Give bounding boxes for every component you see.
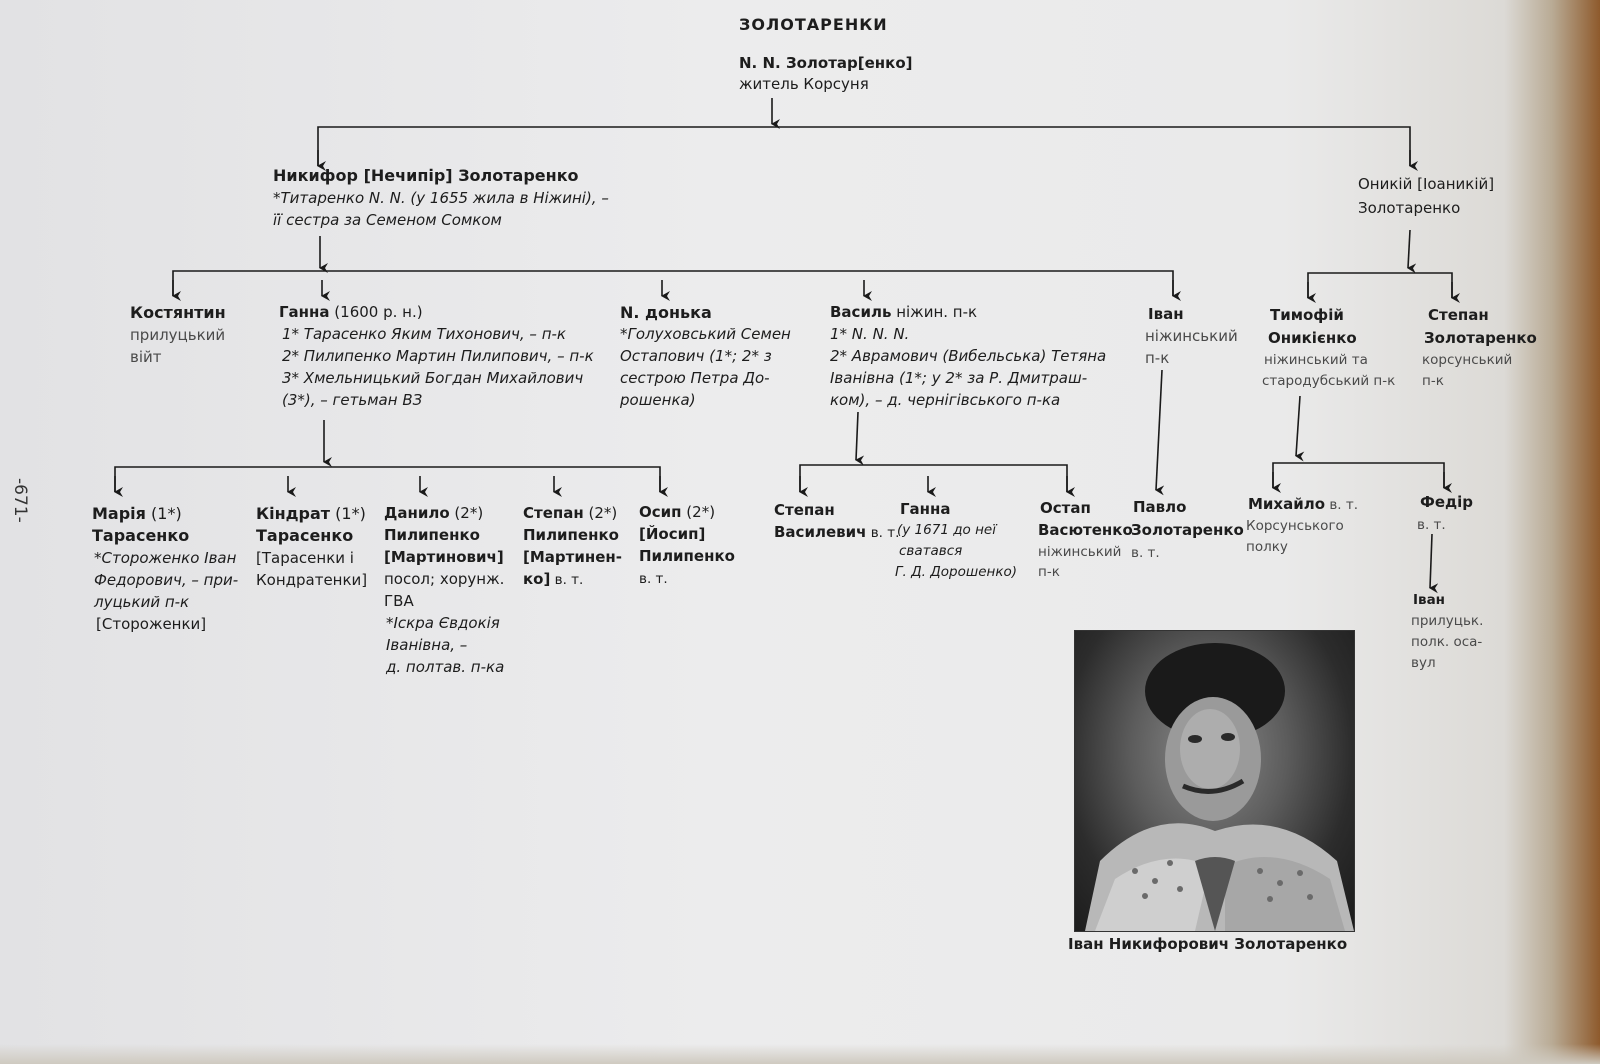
tymofii-note-1: ніжинський та	[1264, 352, 1368, 368]
osyp-alt-name: [Йосип]	[639, 525, 706, 543]
stepan-p-header	[523, 503, 617, 525]
donka-spouse-4: рошенка)	[620, 391, 696, 409]
hanna-name: Ганна	[279, 303, 330, 321]
ivan-f-note-2: полк. оса-	[1411, 634, 1483, 650]
pavlo-name-1: Павло	[1133, 498, 1187, 516]
nykyfor-name: Никифор [Нечипір] Золотаренко	[273, 166, 579, 185]
tymofii-name-2: Оникієнко	[1268, 329, 1357, 347]
tymofii-note-2: стародубський п-к	[1262, 373, 1396, 389]
onykii-name-1: Оникій [Іоаникій]	[1358, 175, 1495, 193]
stepan-z-name-2: Золотаренко	[1424, 329, 1537, 347]
portrait-figure	[1075, 631, 1354, 931]
mykhailo-note: в. т.	[1325, 497, 1359, 513]
danylo-header	[384, 503, 483, 525]
portrait-image	[1074, 630, 1355, 932]
vasyl-spouse-4: ком), – д. чернігівського п-ка	[830, 391, 1061, 409]
danylo-mark: (2*)	[449, 504, 484, 522]
ivan-f-note-3: вул	[1411, 655, 1436, 671]
donka-spouse-3: сестрою Петра До-	[620, 369, 770, 387]
donka-spouse-1: *Голуховський Семен	[620, 325, 791, 343]
hanna-spouse-1: 1* Тарасенко Яким Тихонович, – п-к	[282, 325, 566, 343]
vasyl-rank: ніжин. п-к	[891, 303, 978, 321]
stepan-p-name: Степан	[523, 504, 584, 522]
donka-spouse-2: Остапович (1*; 2* з	[620, 347, 772, 365]
hanna-v-note-1: (у 1671 до неї	[897, 522, 996, 538]
stepan-p-line	[523, 569, 583, 591]
mykhailo-name: Михайло	[1248, 495, 1326, 513]
osyp-surname: Пилипенко	[639, 547, 735, 565]
ivan-name: Іван	[1148, 305, 1184, 323]
danylo-name: Данило	[384, 504, 450, 522]
danylo-spouse-2: Іванівна, –	[386, 636, 468, 654]
ivan-note-1: ніжинський	[1145, 327, 1238, 345]
hanna-header	[279, 302, 423, 324]
kondrat-mark: (1*)	[330, 504, 366, 523]
mariia-spouse-3: луцький п-к	[94, 593, 190, 611]
stepan-v-line	[774, 522, 899, 544]
fedir-name: Федір	[1420, 493, 1474, 511]
stepan-v-name-1: Степан	[774, 501, 835, 519]
tymofii-name-1: Тимофій	[1270, 306, 1344, 324]
danylo-spouse-1: *Іскра Євдокія	[386, 614, 500, 632]
stepan-v-note: в. т.	[866, 525, 900, 541]
fedir-note: в. т.	[1417, 517, 1446, 533]
ostap-name-1: Остап	[1040, 499, 1091, 517]
osyp-mark: (2*)	[681, 503, 716, 521]
page-number: -671-	[10, 478, 30, 523]
mariia-header	[92, 503, 182, 525]
pavlo-note: в. т.	[1131, 545, 1160, 561]
stepan-v-name-2: Василевич	[774, 523, 867, 541]
kondrat-family-2: Кондратенки]	[256, 571, 368, 589]
vasyl-name: Василь	[830, 303, 892, 321]
stepan-z-name-1: Степан	[1428, 306, 1489, 324]
kondrat-name: Кіндрат	[256, 504, 331, 523]
kondrat-header	[256, 503, 366, 525]
danylo-spouse-3: д. полтав. п-ка	[386, 658, 505, 676]
nykyfor-spouse-1: *Титаренко N. N. (у 1655 жила в Ніжині), –	[273, 189, 609, 207]
kostiantyn-name: Костянтин	[130, 303, 226, 322]
mariia-family: [Стороженки]	[96, 615, 207, 633]
mariia-spouse-1: *Стороженко Іван	[94, 549, 237, 567]
osyp-note: в. т.	[639, 571, 668, 587]
danylo-patronymic: [Мартинович]	[384, 548, 504, 566]
vasyl-spouse-1: 1* N. N. N.	[830, 325, 910, 343]
mariia-name: Марія	[92, 504, 146, 523]
hanna-v-note-2: сватався	[899, 543, 963, 559]
root-note: житель Корсуня	[739, 75, 869, 93]
ostap-note-2: п-к	[1038, 564, 1060, 580]
ostap-note-1: ніжинський	[1038, 544, 1122, 560]
stepan-p-mark: (2*)	[583, 504, 618, 522]
mykhailo-header	[1248, 494, 1358, 516]
kondrat-surname: Тарасенко	[256, 526, 354, 545]
stepan-p-note: в. т.	[550, 572, 584, 588]
stepan-p-surname: Пилипенко	[523, 526, 619, 544]
vasyl-header	[830, 302, 977, 324]
stepan-p-patronymic-2: ко]	[523, 570, 551, 588]
stepan-z-note-1: корсунський	[1422, 352, 1513, 368]
kostiantyn-note-1: прилуцький	[130, 326, 226, 344]
vasyl-spouse-2: 2* Аврамович (Вибельська) Тетяна	[830, 347, 1107, 365]
nykyfor-spouse-2: її сестра за Семеном Сомком	[273, 211, 502, 229]
portrait-caption: Іван Никифорович Золотаренко	[1068, 935, 1348, 953]
diagram-title: ЗОЛОТАРЕНКИ	[739, 15, 888, 34]
hanna-spouse-2: 2* Пилипенко Мартин Пилипович, – п-к	[282, 347, 594, 365]
mariia-spouse-2: Федорович, – при-	[94, 571, 239, 589]
pavlo-name-2: Золотаренко	[1131, 521, 1244, 539]
kondrat-family-1: [Тарасенки і	[256, 549, 354, 567]
donka-name: N. донька	[620, 303, 712, 322]
danylo-surname: Пилипенко	[384, 526, 480, 544]
vasyl-spouse-3: Іванівна (1*; у 2* за Р. Дмитраш-	[830, 369, 1088, 387]
kostiantyn-note-2: війт	[130, 348, 162, 366]
root-name: N. N. Золотар[енко]	[739, 54, 913, 72]
hanna-v-name: Ганна	[900, 500, 951, 518]
mariia-mark: (1*)	[145, 504, 182, 523]
ivan-note-2: п-к	[1145, 349, 1170, 367]
danylo-rank-2: ГВА	[384, 592, 414, 610]
stepan-p-patronymic-1: [Мартинен-	[523, 548, 622, 566]
hanna-spouse-3: 3* Хмельницький Богдан Михайлович	[282, 369, 584, 387]
ivan-f-note-1: прилуцьк.	[1411, 613, 1484, 629]
hanna-v-note-3: Г. Д. Дорошенко)	[895, 564, 1018, 580]
onykii-name-2: Золотаренко	[1358, 199, 1461, 217]
hanna-spouse-4: (3*), – гетьман ВЗ	[282, 391, 423, 409]
danylo-rank-1: посол; хорунж.	[384, 570, 505, 588]
mykhailo-unit-2: полку	[1246, 539, 1288, 555]
osyp-name: Осип	[639, 503, 682, 521]
ostap-name-2: Васютенко	[1038, 521, 1133, 539]
osyp-header	[639, 502, 715, 524]
mariia-surname: Тарасенко	[92, 526, 190, 545]
hanna-year: (1600 р. н.)	[329, 303, 423, 321]
stepan-z-note-2: п-к	[1422, 373, 1444, 389]
ivan-f-name: Іван	[1413, 592, 1446, 608]
mykhailo-unit-1: Корсунського	[1246, 518, 1344, 534]
